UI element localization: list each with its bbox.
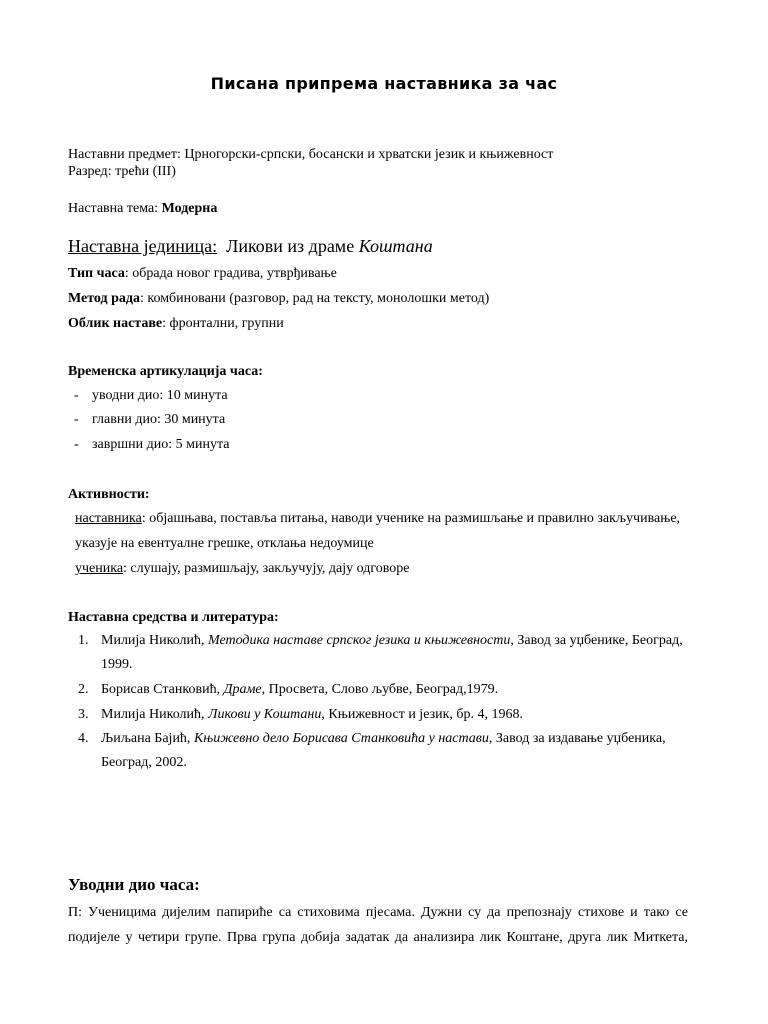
grade-label: Разред	[68, 164, 108, 179]
ref-continuation: Београд, 2002.	[101, 755, 187, 770]
grade-value: трећи (III)	[115, 164, 176, 179]
ref-author: Борисав Станковић,	[101, 682, 224, 697]
timing-heading: Временска артикулација часа:	[68, 364, 263, 379]
ref-author: Милија Николић,	[101, 707, 209, 722]
method-label: Метод рада	[68, 291, 140, 306]
teacher-label: наставника	[75, 511, 142, 526]
timing-item: уводни дио: 10 минута	[92, 388, 228, 403]
teacher-activity-cont: указује на евентуалне грешке, отклања недоумице	[75, 536, 374, 551]
ref-rest: , Књижевност и језик, бр. 4, 1968.	[321, 707, 524, 722]
form-value: фронтални, групни	[169, 316, 284, 331]
lesson-type-value: обрада новог градива, утврђивање	[132, 266, 337, 281]
student-activity-line	[75, 561, 410, 577]
subject-value: Црногорски-српски, босански и хрватски језик и књижевност	[184, 147, 554, 162]
teacher-activity-line	[75, 511, 680, 527]
grade-line: Разред: трећи (III)	[68, 164, 176, 179]
ref-number: 1.	[78, 633, 89, 648]
unit-value-italic: Коштана	[358, 236, 433, 256]
teacher-text: : објашњава, поставља питања, наводи ученике на размишљање и правилно закључивање,	[141, 511, 681, 526]
reference-item	[101, 707, 523, 723]
ref-rest: , Завод за издавање уџбеника,	[488, 731, 666, 746]
ref-number: 4.	[78, 731, 89, 746]
ref-work: Драме	[223, 682, 262, 697]
activities-heading: Активности:	[68, 487, 150, 502]
intro-heading: Уводни дио часа:	[68, 875, 200, 894]
unit-line	[68, 236, 433, 257]
student-label: ученика	[75, 561, 124, 576]
timing-item: завршни дио: 5 минута	[92, 437, 230, 452]
intro-paragraph-line: П: Ученицима дијелим папириће са стиховима пјесама. Дужни су да препознају стихове и тако се	[68, 905, 688, 920]
theme-line	[68, 200, 217, 218]
reference-item	[101, 682, 498, 698]
reference-item	[101, 731, 666, 747]
timing-bullet: -	[74, 388, 79, 403]
lesson-type-label: Тип часа	[68, 266, 125, 281]
form-line: Облик наставе: фронтални, групни	[68, 316, 284, 331]
theme-value: Модерна	[161, 201, 218, 216]
ref-work: Методика наставе српског језика и књижевности	[208, 633, 511, 648]
method-value: комбиновани (разговор, рад на тексту, монолошки метод)	[147, 291, 490, 306]
theme-label: Наставна тема:	[68, 201, 159, 216]
method-line: Метод рада: комбиновани (разговор, рад на тексту, монолошки метод)	[68, 291, 490, 306]
ref-rest: , Просвета, Слово љубве, Београд,1979.	[261, 682, 499, 697]
lesson-type-line: Тип часа: обрада новог градива, утврђивање	[68, 266, 337, 281]
ref-work: Књижевно дело Борисава Станковића у настави	[193, 731, 489, 746]
ref-author: Милија Николић,	[101, 633, 209, 648]
subject-label: Наставни предмет	[68, 147, 177, 162]
timing-bullet: -	[74, 412, 79, 427]
timing-bullet: -	[74, 437, 79, 452]
ref-number: 3.	[78, 707, 89, 722]
reference-item	[101, 633, 683, 649]
form-label: Облик наставе	[68, 316, 163, 331]
ref-author: Љиљана Бајић,	[101, 731, 194, 746]
timing-item: главни дио: 30 минута	[92, 412, 226, 427]
unit-value: Ликови из драме	[226, 236, 355, 256]
student-text: : слушају, размишљају, закључују, дају одговоре	[123, 561, 410, 576]
intro-paragraph-line: подијеле у четири групе. Прва група добија задатак да анализира лик Коштане, друга лик Миткета,	[68, 930, 688, 945]
ref-rest: , Завод за уџбенике, Београд,	[510, 633, 683, 648]
ref-number: 2.	[78, 682, 89, 697]
ref-continuation: 1999.	[101, 657, 133, 672]
subject-line: Наставни предмет: Црногорски-српски, босански и хрватски језик и књижевност	[68, 147, 554, 162]
unit-label: Наставна јединица:	[68, 236, 218, 256]
ref-work: Ликови у Коштани	[208, 707, 322, 722]
refs-heading: Наставна средства и литература:	[68, 610, 279, 625]
page-title: Писана припрема наставника за час	[210, 74, 558, 93]
